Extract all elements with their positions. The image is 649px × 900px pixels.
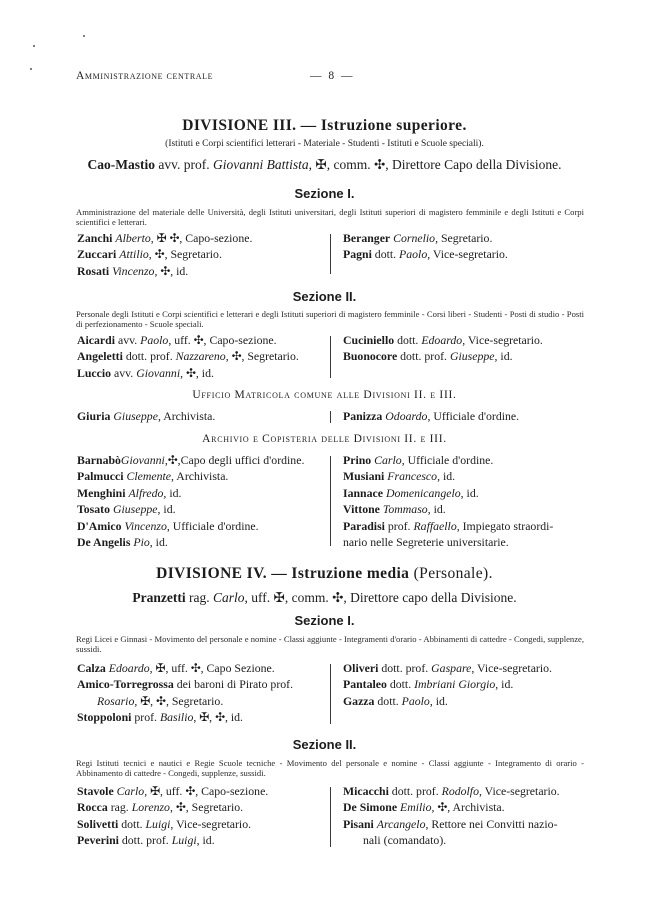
staff-role: , id. [163,485,182,500]
div4-sez2-right [343,783,560,849]
staff-given-name: Vincenzo [124,518,167,533]
staff-surname: Stoppoloni [77,710,132,725]
div3-sez1-right [343,230,508,263]
staff-title: dott. prof. [118,833,172,848]
staff-given-name: Raffaello [413,518,457,533]
staff-given-name: Alfredo [128,485,164,500]
div4-sez1-left [77,660,293,726]
staff-role: , Archivista. [171,469,229,484]
staff-given-name: Luigi [171,833,197,848]
staff-entry [77,246,252,262]
staff-given-name: Arcangelo [376,816,426,831]
staff-given-name: Luigi [145,816,171,831]
staff-title: dott. [394,333,422,347]
staff-entry [343,246,508,262]
staff-role: , ✣, id. [154,263,189,278]
staff-role: , Rettore nei Convitti nazio- [425,816,558,831]
staff-surname: Luccio [77,365,112,380]
staff-role: , id. [460,485,479,500]
staff-role: , id. [157,502,176,517]
staff-entry [77,799,268,815]
staff-surname: Oliveri [343,661,379,675]
staff-given-name: Edoardo [421,333,463,347]
div3-sezione-2-title: Sezione II. [292,289,357,304]
staff-surname: Tosato [77,502,110,517]
staff-surname: Pantaleo [343,677,387,692]
staff-title: dei baroni di Pirato prof. [173,677,294,692]
division-3-heading: DIVISIONE III. — Istruzione superiore. [182,117,467,134]
staff-surname: Beranger [343,231,391,245]
div3-sez2-right [343,332,543,365]
column-divider [330,456,331,546]
staff-surname: Pagni [343,247,372,262]
division-3-note: (Istituti e Corpi scientifici letterari - Materiale - Studenti - Istituti e Scuole speciali). [165,139,484,149]
staff-entry [77,485,304,501]
director-given-name: Giovanni Battista [213,157,309,172]
column-divider [330,664,331,724]
staff-entry [343,518,553,534]
div4-sezione-1-desc: Regi Licei e Ginnasi - Movimento del personale e nomine - Classi aggiunte - Integramenti d'orario - Abbinamenti di cattedre - Congedi, supplenze, sussidi. [76,634,584,654]
staff-surname: Angeletti [77,349,123,364]
staff-entry [77,348,299,364]
staff-title: prof. [384,518,414,533]
staff-surname: De Angelis [77,535,131,550]
running-head [76,70,582,82]
staff-surname: Prino [343,453,372,467]
column-divider [330,234,331,274]
div3-sez2-left [77,332,299,381]
archivio-left [77,452,304,550]
page-number: — 8 — [310,70,355,82]
staff-entry [77,832,268,848]
staff-given-name: Vincenzo [112,263,155,278]
staff-entry [77,408,215,424]
staff-entry [77,816,268,832]
staff-surname: Amico-Torregrossa [77,677,174,692]
director-title: avv. prof. [155,157,214,172]
archivio-right [343,452,553,550]
staff-given-name: Domenicangelo [385,485,461,500]
div4-sezione-2-desc: Regi Istituti tecnici e nautici e Regie Scuole tecniche - Movimento del personale e nomine - Classi aggiunte - Integramento di orario - Abbinamento di cattedre - Congedi, supplenze, sussidi. [76,758,584,778]
staff-role: , Vice-segretario. [462,333,543,347]
div3-sezione-1-title: Sezione I. [294,186,355,201]
staff-surname: Iannace [343,485,383,500]
staff-role: , id. [429,693,448,708]
div4-sezione-1-title: Sezione I. [294,613,355,628]
staff-given-name: Carlo [116,784,145,798]
staff-given-name: Giovanni [120,453,165,467]
staff-surname: Solivetti [77,816,119,831]
staff-title: rag. [107,800,132,815]
staff-role: , Archivista. [157,409,216,423]
staff-given-name: Clemente [126,469,172,484]
staff-entry [343,452,553,468]
staff-entry [343,660,552,676]
staff-surname: Aicardi [77,333,116,347]
div3-sez1-left [77,230,252,279]
staff-given-name: Paolo [401,693,430,708]
staff-surname: Giuria [77,409,111,423]
staff-title: dott. [386,677,415,692]
staff-given-name: Emilio [400,800,432,815]
staff-role: , ✣, Segretario. [148,247,222,262]
column-divider [330,787,331,847]
div3-sezione-2-desc: Personale degli Istituti e Corpi scientifici e letterari e degli Istituti superiori di magistero femminile - Corsi liberi - Studenti - Posti di studio - Posti di perfezionamento - Scuole speciali. [76,309,584,329]
staff-given-name: Basilio [159,710,194,725]
staff-title: dott. prof. [388,784,442,798]
staff-surname: Stavole [77,784,114,798]
director-given-name: Carlo [213,590,245,605]
div4-sez1-right [343,660,552,709]
staff-title: dott. prof. [397,349,450,364]
staff-title: dott. prof. [378,661,432,675]
staff-entry [77,693,293,709]
staff-role: , Ufficiale d'ordine. [427,409,520,423]
staff-role: , id. [494,349,513,364]
staff-title: avv. [115,333,141,347]
staff-given-name: Imbriani Giorgio [414,677,496,692]
staff-given-name: Pio [133,535,150,550]
division-4-director [0,590,649,606]
staff-given-name: Francesco [387,469,438,484]
staff-surname: De Simone [343,800,398,815]
division-4-heading-main: DIVISIONE IV. — Istruzione media [156,565,410,582]
staff-role: , ✠, uff. ✣, Capo-sezione. [144,784,269,798]
staff-role: , Vice-segretario. [471,661,552,675]
staff-title: dott. [371,247,400,262]
staff-given-name: Rosario [97,693,135,708]
staff-given-name: Cornelio [393,231,436,245]
staff-given-name: Lorenzo [131,800,170,815]
staff-surname: Rosati [77,263,110,278]
director-title: rag. [185,590,214,605]
staff-role: , Segretario. [435,231,493,245]
staff-entry [343,534,553,550]
staff-surname: Vittone [343,502,380,517]
ufficio-matricola-title: Ufficio Matricola comune alle Divisioni II. e III. [192,389,457,401]
staff-entry [343,501,553,517]
staff-entry [77,676,293,692]
ufficio-right [343,408,519,424]
staff-role: , ✣, Segretario. [225,349,299,364]
staff-given-name: Odoardo [385,409,428,423]
print-speck [83,35,85,37]
ufficio-left [77,408,215,424]
staff-given-name: Attilio [119,247,149,262]
division-3-director [0,157,649,173]
staff-role: nario nelle Segreterie universitarie. [343,535,509,550]
staff-entry [343,816,560,832]
column-divider [330,411,331,423]
staff-given-name: Edoardo [108,661,150,675]
staff-given-name: Alberto [115,231,151,245]
staff-surname: Calza [77,661,106,675]
staff-role: , id. [495,677,514,692]
staff-surname: Barnabò [77,453,121,467]
staff-given-name: Gaspare [431,661,472,675]
staff-surname: Panizza [343,409,383,423]
division-4-heading [0,565,649,583]
print-speck [33,45,35,47]
staff-entry [77,365,299,381]
staff-given-name: Carlo [374,453,402,467]
staff-role: , ✠ ✣, Capo-sezione. [150,231,253,245]
column-divider [330,336,331,378]
staff-surname: Buonocore [343,349,398,364]
staff-surname: Zanchi [77,231,113,245]
staff-entry [77,709,293,725]
staff-entry [77,468,304,484]
archivio-title: Archivio e Copisteria delle Divisioni II. e III. [202,433,447,445]
staff-surname: Zuccari [77,247,117,262]
staff-given-name: Giuseppe [112,502,158,517]
staff-entry [343,230,508,246]
staff-surname: Rocca [77,800,108,815]
director-surname: Cao-Mastio [87,157,156,172]
staff-entry [77,263,252,279]
staff-role: , Ufficiale d'ordine. [401,453,494,467]
div4-sez2-left [77,783,268,849]
staff-given-name: Giuseppe [113,409,158,423]
staff-given-name: Giuseppe [449,349,495,364]
staff-surname: Micacchi [343,784,389,798]
div4-sezione-2-title: Sezione II. [292,737,357,752]
staff-role: , Vice-segretario. [478,784,560,798]
staff-entry [343,332,543,348]
staff-surname: Menghini [77,485,126,500]
staff-role: , Ufficiale d'ordine. [166,518,259,533]
div3-sezione-1-desc: Amministrazione del materiale delle Università, degli Istituti universitari, degli Istituti superiori di magistero femminile e degli Istituti e Corpi scientifici e letterari. [76,207,584,227]
staff-role: , Vice-segretario. [170,816,252,831]
print-speck [30,68,32,70]
staff-entry [343,693,552,709]
staff-role: , ✠, ✣, Segretario. [134,693,224,708]
staff-entry [343,799,560,815]
staff-given-name: Giovanni [136,365,181,380]
director-role: , ✠, comm. ✣, Direttore Capo della Divisione. [308,157,562,172]
staff-entry [77,452,304,468]
staff-role: , ✣, id. [180,365,214,380]
staff-given-name: Rodolfo [441,784,479,798]
staff-entry [343,783,560,799]
staff-role: , id. [149,535,168,550]
staff-entry [77,660,293,676]
staff-surname: Musiani [343,469,385,484]
staff-surname: Peverini [77,833,119,848]
staff-surname: Gazza [343,693,375,708]
staff-role: , ✣, Archivista. [431,800,505,815]
staff-role: , ✣, Segretario. [169,800,244,815]
staff-entry [343,348,543,364]
staff-entry [343,485,553,501]
director-surname: Pranzetti [132,590,186,605]
staff-role: , id. [427,502,446,517]
staff-entry [77,783,268,799]
staff-role: , ✠, uff. ✣, Capo Sezione. [149,661,275,675]
staff-surname: D'Amico [77,518,122,533]
staff-surname: Pisani [343,816,374,831]
staff-entry [77,518,304,534]
staff-surname: Palmucci [77,469,124,484]
staff-given-name: Paolo [140,333,169,347]
staff-role: , id. [196,833,215,848]
staff-role: ,✣,Capo degli uffici d'ordine. [164,453,305,467]
staff-entry [77,501,304,517]
running-head-title: Amministrazione centrale [76,70,214,82]
staff-title: dott. [118,816,146,831]
division-4-heading-sub: (Personale). [409,565,493,582]
staff-given-name: Tommaso [382,502,428,517]
staff-role: , ✠, ✣, id. [193,710,243,725]
staff-role: , Vice-segretario. [427,247,508,262]
staff-entry [343,832,560,848]
staff-surname: Cuciniello [343,333,395,347]
staff-entry [343,408,519,424]
staff-role: nali (comandato). [363,833,447,848]
staff-given-name: Paolo [399,247,428,262]
staff-title: prof. [131,710,160,725]
staff-entry [77,534,304,550]
staff-role: , uff. ✣, Capo-sezione. [168,333,277,347]
director-role: , uff. ✠, comm. ✣, Direttore capo della Divisione. [244,590,517,605]
staff-entry [77,230,252,246]
staff-entry [343,676,552,692]
staff-entry [77,332,299,348]
staff-role: , id. [437,469,456,484]
staff-title: dott. prof. [122,349,176,364]
staff-title: avv. [111,365,137,380]
staff-entry [343,468,553,484]
staff-given-name: Nazzareno [175,349,226,364]
staff-title: dott. [374,693,402,708]
staff-surname: Paradisi [343,518,385,533]
staff-role: , Impiegato straordi- [456,518,554,533]
